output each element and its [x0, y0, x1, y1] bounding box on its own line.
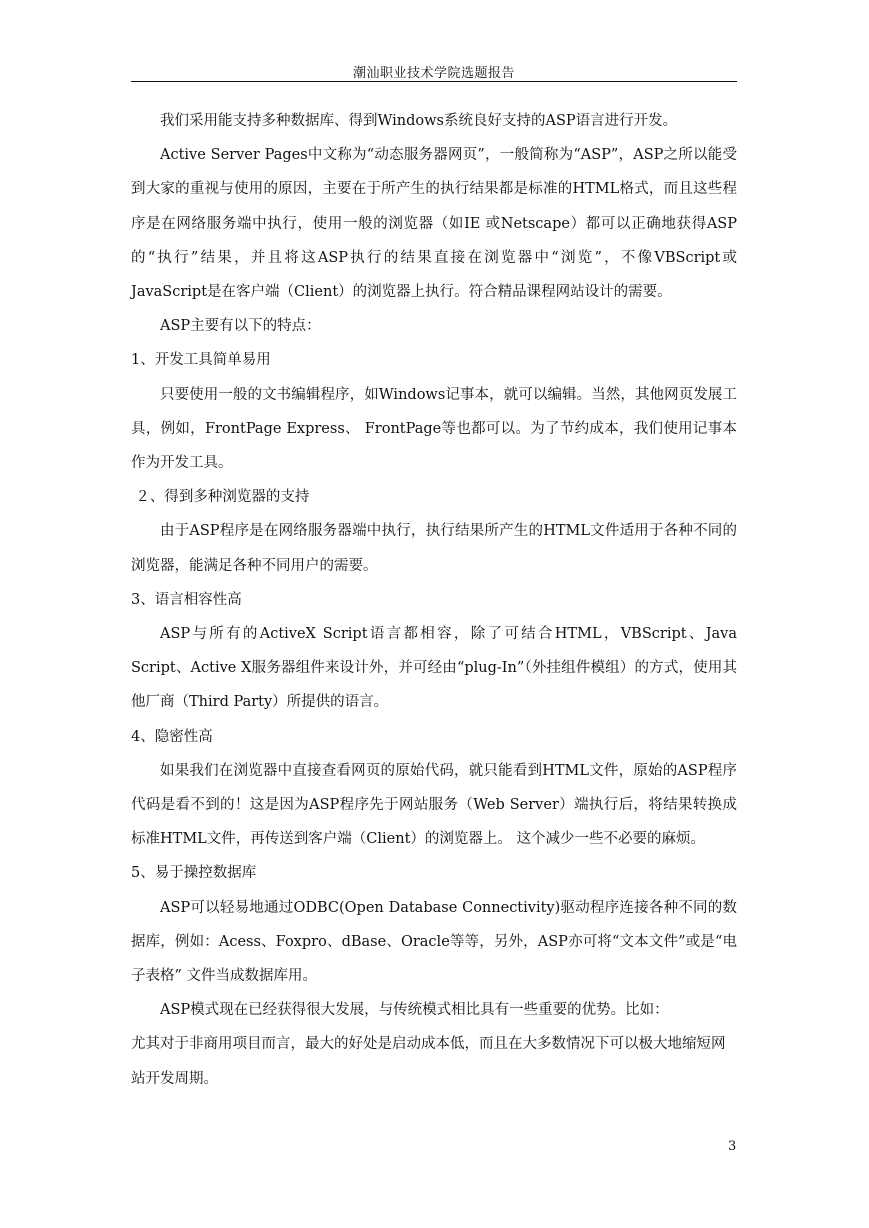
paragraph-asp-advantages: ASP模式现在已经获得很大发展，与传统模式相比具有一些重要的优势。比如：	[160, 1002, 669, 1019]
paragraph-asp-description: Active Server Pages中文称为“动态服务器网页”，一般简称为“ASP”，ASP之所以能受到大家的重视与使用的原因，主要在于所产生的执行结果都是标准的HTML格式，而且这些程序是在网络服务端中执行，使用一般的浏览器（如IE 或Netscape）都可以正确地获得ASP的“执行”结果，并且将这ASP执行的结果直接在浏览器中“浏览”，不像VBScript或 JavaScript是在客户端（Client）的浏览器上执行。符合精品课程网站设计的需要。	[131, 147, 737, 301]
heading-feature-4: 4、隐密性高	[131, 728, 213, 745]
page-number: 3	[728, 1139, 737, 1154]
heading-feature-3: 3、语言相容性高	[131, 591, 242, 608]
paragraph-feature-4: 如果我们在浏览器中直接查看网页的原始代码，就只能看到HTML文件，原始的ASP程序代码是看不到的！这是因为ASP程序先于网站服务（Web Server）端执行后，将结果转换成标准HTML文件，再传送到客户端（Client）的浏览器上。 这个减少一些不必要的麻烦。	[131, 762, 737, 848]
paragraph-feature-5: ASP可以轻易地通过ODBC(Open Database Connectivity)驱动程序连接各种不同的数据库，例如：Acess、Foxpro、dBase、Oracle等等，另外，ASP亦可将“文本文件”或是“电子表格” 文件当成数据库用。	[131, 899, 737, 985]
paragraph-feature-3: ASP与所有的ActiveX Script语言都相容，除了可结合HTML，VBScript、Java Script、Active X服务器组件来设计外，并可经由“plug-In”（外挂组件模组）的方式，使用其他厂商（Third Party）所提供的语言。	[131, 626, 737, 711]
paragraph-features-intro: ASP主要有以下的特点：	[160, 318, 321, 335]
paragraph-intro: 我们采用能支持多种数据库、得到Windows系统良好支持的ASP语言进行开发。	[160, 113, 678, 129]
heading-feature-1: 1、开发工具简单易用	[131, 352, 271, 369]
page-header: 潮汕职业技术学院选题报告	[352, 66, 515, 81]
header-rule	[131, 81, 737, 82]
paragraph-feature-1: 只要使用一般的文书编辑程序，如Windows记事本，就可以编辑。当然，其他网页发展工具，例如，FrontPage Express、 FrontPage等也都可以。为了节约成本，我们使用记事本作为开发工具。	[131, 386, 737, 472]
document-body	[131, 104, 737, 1096]
paragraph-feature-2: 由于ASP程序是在网络服务器端中执行，执行结果所产生的HTML文件适用于各种不同的浏览器，能满足各种不同用户的需要。	[131, 523, 737, 574]
heading-feature-5: 5、易于操控数据库	[131, 865, 257, 882]
heading-feature-2: ２、得到多种浏览器的支持	[135, 489, 310, 506]
paragraph-conclusion: 尤其对于非商用项目而言，最大的好处是启动成本低，而且在大多数情况下可以极大地缩短网站开发周期。	[131, 1036, 726, 1087]
